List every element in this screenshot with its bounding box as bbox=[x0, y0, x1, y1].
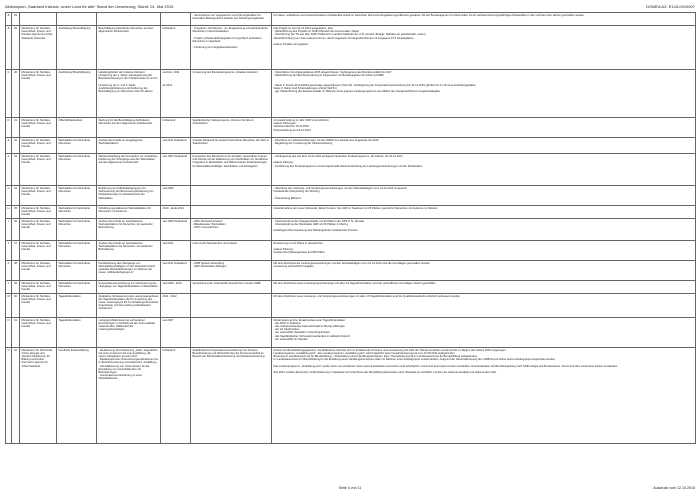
measure-cell: Einführung von Hilfebedarfsgruppen zur Verbesserung der Bemessungsbewertung von Förderleistungen im Arbeitsbereich der Werkstätten bbox=[97, 186, 161, 206]
measure-cell: Handlungsfelder der Initiative Inklusion: Umsetzung der 1. Säule -Neuregulierung der Berufsorientierung in den Förderschulen G und K- Umsetzung der 2. und 3. Säule Ausbildungsförderung und Förderung der Beschäftigung von Menschen über 50 Jahren bbox=[97, 70, 161, 118]
field-cell: berufliche Erstausbildung bbox=[57, 347, 97, 443]
status-cell: - Inbetriebnahme der Zweigwerkstätte mit 36 Plätzen der DPS in St. Wendel - Inbetriebnahme der Werkstätte CEB mit 36 Plätzen in Merzig bedarfsgerechte Anpassung des Platzangebotes fortlaufender Prozess bbox=[272, 218, 696, 240]
ministry-cell: Ministerium für Soziales, Gesundheit, Frauen und Familie bbox=[20, 260, 57, 280]
ministry-cell: Ministerium für Soziales, Gesundheit, Frauen und Familie bbox=[20, 317, 57, 347]
field-cell: Ausbildung/ Beschäftigung bbox=[57, 70, 97, 118]
row-letter: E bbox=[6, 138, 12, 154]
table-row bbox=[6, 26, 696, 70]
row-number: 29 bbox=[12, 26, 20, 70]
responsible-cell: Virtuelle Werkstatt für seelisch behinderte Menschen der SHG in Saarbrücken bbox=[191, 138, 272, 154]
table-row bbox=[6, 317, 696, 347]
field-cell: Werkstätten für behinderte Menschen bbox=[57, 240, 97, 260]
field-cell: Werkstätten für behinderte Menschen bbox=[57, 260, 97, 280]
status-cell: Modernisierung bzw. Ersatzneubau einer Tagesförderstätten - der AWO in Saarlouis - des Caritasverbandes Saar-Hochwald in Merzig-Hilbringen - der LH Saarbrücken - der Lebenshilfe Saarpfalz in Homburg-Erbach - des Saarländischen Schwesternverbandes in Halbach-Köpinch - der Lebenshilfe St. Wendel bbox=[272, 317, 696, 347]
table-row bbox=[6, 206, 696, 219]
time-cell: seit Dez. 2011 ab 2012 bbox=[161, 70, 191, 118]
row-number: 40 bbox=[12, 293, 20, 317]
row-letter: O bbox=[6, 347, 12, 443]
status-cell: Erweiterung um 12 Plätze in Neunkirchen weitere Planung: Ausbau des Platzangebotes auf 500 Plätze bbox=[272, 240, 696, 260]
status-cell: Einheit von Berufsbildungsgesetzen, die Maßnahme befindet sich im fortlaufenden Prozess. Eine Auswertung der Zahl der Teilnehmerzahlen wurde bereits zu Beginn des Jahres 2015 vorgezogen. Landesprogramm „Ausbildung jetzt“, das Landesprogramm „Ausbildung jetzt“ wird fortgeführt. Eine Neustrukturierung hat zum 01.08.2014 stattgefunden. Beratung im Landesausschuss für Berufsbildung -> Entwicklung eines Handlungskonzeptes. Eine Thematisierung hat im Landesausschuss für Berufsbildung stattgefunden. Im Landesausschuss für Berufsbildung für die Erstellung eines Handlungskonzeptes sollen im Rahmen einer Arbeitsgruppe erstellt werden. Aufgrund der Neustrukturierung der LABB konnte bisher keine Arbeitsgruppe eingerichtet werden. Das Landesprogramm „Ausbildung jetzt“ wurde intern neu strukturiert. Eine externe Evaluation war hierzu nicht erforderlich, somit sind auch keine Kosten entstanden. Eine Evaluation der Berufsbegleitung nach SGB erfolgte auf Bundesebene. Somit sind dem Land keine Kosten entstanden. Seit 2012 erhalten Menschen mit Behinderung im Saarland nach Abschluss des Beufsbildungsbereiches einer Werkstatt ein Zertifikat, mit dem die Geleinte bestätigt und dokumentiert wird. bbox=[272, 347, 696, 443]
status-cell: Mit dem Abschluss der Leistungsvereinbarungen mit den Werkstattträgern zum 01.01.2013 sind die Grundlagen geschaffen worden. Umsetzung wird fachlich begleitet bbox=[272, 260, 696, 280]
row-number: 32 bbox=[12, 138, 20, 154]
time-cell: seit 2011 fortlaufend bbox=[161, 138, 191, 154]
measure-cell: Weiterentwicklung der Konzeption zur verstärkten Förderung der Übergänge aus den Werkstätten auf den allgemeinen Arbeitsmarkt bbox=[97, 154, 161, 186]
ministry-cell: Ministerium für Soziales, Gesundheit, Frauen und Familie bbox=[20, 70, 57, 118]
ministry-cell bbox=[20, 13, 57, 26]
time-cell: seit 2008 - 2012 bbox=[161, 280, 191, 293]
table-body bbox=[6, 13, 696, 444]
measure-cell bbox=[97, 13, 161, 26]
ministry-cell: Ministerium für Soziales, Gesundheit, Frauen und Familie bbox=[20, 138, 57, 154]
status-cell: 13.Ausschreibung im Jahr 2015 sind publiziert weitere Planungen: Verleihen läuft bis 15.10.2015 Preisverleihung am 03.12.2015 bbox=[272, 118, 696, 138]
table-row bbox=[6, 260, 696, 280]
measure-cell: Beschäftigung behinderter Menschen auf dem allgemeinen Arbeitsmarkt bbox=[97, 26, 161, 70]
table-row bbox=[6, 13, 696, 26]
measure-cell: vorrangig Modernisierung vorhandener Einrichtungen im Hinblick auf den sich qualitativ verändernden Hilfebedarf der Leistungsberechtigten bbox=[97, 317, 161, 347]
measure-cell: Kooperationsvereinbarung zur Verbesserung der Übergänge von Tagesförderstätten in Werkstätten bbox=[97, 280, 161, 293]
row-number: 34 bbox=[12, 186, 20, 206]
field-cell: Werkstätten für behinderte Menschen bbox=[57, 218, 97, 240]
measure-cell: Ausbau des Anteils an spezialisierten Werkstattplätzen für Menschen mit seelischer Behinderung bbox=[97, 218, 161, 240]
time-cell: seit 2011 fortlaufend bbox=[161, 260, 191, 280]
ministry-cell: Ministerium für Soziales, Gesundheit, Frauen und Familie/ Agentur für Arbeit Saarland/ Jobcenter bbox=[20, 26, 57, 70]
row-letter: C bbox=[6, 70, 12, 118]
row-number: 30 bbox=[12, 70, 20, 118]
table-row bbox=[6, 280, 696, 293]
row-letter: J bbox=[6, 240, 12, 260]
table-row bbox=[6, 138, 696, 154]
responsible-cell: - AWO Werkstatt Ensdorf - Bliesklasseler Werkstätten - OPS in Neunkirchen bbox=[191, 218, 272, 240]
measures-table bbox=[5, 12, 696, 444]
ministry-cell: Ministerium für Soziales, Gesundheit, Frauen und Familie bbox=[20, 280, 57, 293]
responsible-cell: - WZB Spiesen Elversberg - AWO Werkstätten Dillingen bbox=[191, 260, 272, 280]
ministry-cell: Ministerium für Soziales, Gesundheit, Frauen und Familie bbox=[20, 186, 57, 206]
time-cell: fortlaufend bbox=[161, 118, 191, 138]
field-cell: Tagesförderstätten bbox=[57, 317, 97, 347]
table-row bbox=[6, 240, 696, 260]
table-row bbox=[6, 70, 696, 118]
time-cell: 2010 - Ende 2012 bbox=[161, 206, 191, 219]
row-number: 29 bbox=[12, 13, 20, 26]
table-row bbox=[6, 186, 696, 206]
time-cell: fortlaufend bbox=[161, 347, 191, 443]
time-cell: fortlaufend bbox=[161, 26, 191, 70]
status-cell: - Teilverfahren bis Abgangsklasse 2015 abgeschlossen. Verlängerung des Bundesmodells bis 2017 - Weiterführung der Berufsorientierung in Kooperation mit Bundesagentur für Arbeit und MBK - Säule 2: bereits 46 Ausbildungsverträge abgeschlossen (Soll 16). Verlängerung der Kooperationsvereinbarung bis 31.12.2015; jährlich bis zu 16 neue Ausbildungsplätze Säule 3: bisher sind 52 Einstellungen erfolgt (Soll 51) - ggf. Weiterführung des Bundesmodells im Rahmen eines eigenen Landesprogramms aus Mitteln des Sonderverfahrens Ausgleichsabgabe bbox=[272, 70, 696, 118]
field-cell: Werkstätten für behinderte Menschen bbox=[57, 138, 97, 154]
row-letter: B bbox=[6, 26, 12, 70]
status-cell: - Abschluss von Zielvereinbarungen mit den WfbM zum Ausbau des Angebotes bis 2016 - Begleitung der Umsetzung der Zielvereinbarung bbox=[272, 138, 696, 154]
status-cell: Mit dem Abschluss neuer Leistungs- und Vergütungsvereinbarungen mit allen 16 Tagesförderstätten sind die Qualitätsstandards erheblich verbessert worden bbox=[272, 293, 696, 317]
row-number: 36 bbox=[12, 218, 20, 240]
responsible-cell: Vereinbarung der Lebenshilfe Neunkirchen mit dem WZB bbox=[191, 280, 272, 293]
row-letter: G bbox=[6, 186, 12, 206]
responsible-cell: reha GmbH Neunkirchen und Lebach bbox=[191, 240, 272, 260]
measure-cell: Ausbau des Anteils an ausgelagerten Werkstattplätzen bbox=[97, 138, 161, 154]
page-number: Seite 4 von 11 bbox=[338, 486, 362, 490]
row-letter: B bbox=[6, 13, 12, 26]
field-cell: Werkstätten für behinderte Menschen bbox=[57, 186, 97, 206]
row-number: 33 bbox=[12, 154, 20, 186]
status-cell: Mit dem Abschluss neuer Leistungsvereinbarungen mit allen 16 Tagesförderstätten sind die verbindlichen Grundlagen hierfür geschaffen. bbox=[272, 280, 696, 293]
document-header-title: Aktionsplan „Saarland Inklusiv- unser Land für alle“ Stand der Umsetzung, Stand: 01. Mai 2015 bbox=[5, 4, 174, 9]
field-cell: Werkstätten für behinderte Menschen bbox=[57, 154, 97, 186]
field-cell: Werkstätten für behinderte Menschen bbox=[57, 280, 97, 293]
time-cell: seit 2011 bbox=[161, 240, 191, 260]
table-row bbox=[6, 347, 696, 443]
row-letter: N bbox=[6, 317, 12, 347]
table-row bbox=[6, 118, 696, 138]
field-cell: Öffentlichkeitsarbeit bbox=[57, 118, 97, 138]
ministry-cell: Ministerium für Soziales, Gesundheit, Frauen und Familie bbox=[20, 118, 57, 138]
field-cell: Tagesförderstätten bbox=[57, 293, 97, 317]
time-cell: seit 2009 bbox=[161, 186, 191, 206]
row-letter: I bbox=[6, 218, 12, 240]
ministry-cell: Ministerium für Wirtschaft, Arbeit, Energie und Verkehr/ Ministerium für Bildung und Kultur/ Kammern/ Agentur für Arbeit Saarland bbox=[20, 347, 57, 443]
ministry-cell: Ministerium für Soziales, Gesundheit, Frauen und Familie bbox=[20, 154, 57, 186]
row-number: 39 bbox=[12, 280, 20, 293]
responsible-cell bbox=[191, 293, 272, 317]
responsible-cell: Konzeption des Ministeriums für Soziales, Gesundheit, Frauen und Familie mit der Etablierung von Fachkräften zur beruflichen Integration in Werkstätten und differenzierten Förderleistungen für Werkstattbeschäftigte, Werkstätten und Arbeitgeber bbox=[191, 154, 272, 186]
measure-cell: Qualitative Verbesserung des Leistungsangebotes der Tagesförderstätten durch Umsetzung des neuen Leistungstyps E3 zur Erhaltung behinderter Angehöriger und Vermeidung vollstationärer Aufnahmen bbox=[97, 293, 161, 317]
responsible-cell bbox=[191, 186, 272, 206]
measure-cell: Werbung für die Beschäftigung behinderter Menschen auf dem allgemeinen Arbeitsmarkt bbox=[97, 118, 161, 138]
row-number: 35 bbox=[12, 206, 20, 219]
row-number: 42 bbox=[12, 347, 20, 443]
status-cell: - Verlängerung des seit dem 01.01.2011 erfolgreich laufenden Förderprogramms „60 Inklusiv“ bis 31.12.2017 weitere Planung: - Fortführung des Förderprogramms und konzeptionelle Weiterentwicklung der Leistungsvereinbarungen mit den Werkstätten bbox=[272, 154, 696, 186]
table-row bbox=[6, 154, 696, 186]
time-cell: seit 1997 fortlaufend bbox=[161, 154, 191, 186]
status-cell: Für ältere, arbeitslose und schwerbehinderte Arbeitskräfte wurde im Dezember 2014 eine Eingliederungsoffensive gestartet. Mit der Bundesagentur für Arbeit sollen 10-20 sozialversicherungspflichtige Arbeitsplätze in den nächsten drei Jahren geschaffen werden. bbox=[272, 13, 696, 26]
document-reference-number: DOMEA AZ: E143-0019007 bbox=[646, 4, 695, 9]
row-number: 37 bbox=[12, 240, 20, 260]
measure-cell: Schaffung spezialisierter Werkstattplätze für Menschen mit Autismus bbox=[97, 206, 161, 219]
print-date: Ausdruck vom 12.10.2015 bbox=[653, 486, 695, 490]
responsible-cell bbox=[191, 206, 272, 219]
measure-cell: Flexibilisierung des Übergangs von Werkstattbeschäftigten in den Ruhestand durch spezielle Werkstattleistungen im Rahmen der neuen „Hilfebedarfsgruppe G“ bbox=[97, 260, 161, 280]
row-letter: F bbox=[6, 154, 12, 186]
responsible-cell bbox=[191, 317, 272, 347]
time-cell: seit 2007 bbox=[161, 317, 191, 347]
row-letter: D bbox=[6, 118, 12, 138]
field-cell: Ausbildung/ Beschäftigung bbox=[57, 26, 97, 70]
field-cell bbox=[57, 13, 97, 26]
ministry-cell: Ministerium für Soziales, Gesundheit, Frauen und Familie bbox=[20, 218, 57, 240]
field-cell: Werkstätten für behinderte Menschen bbox=[57, 206, 97, 219]
responsible-cell: - Programm „60 Inklusiv+“ zur Eingliederung schwerbehinderter Menschen in das Arbeitsleben. - Projekt „Arbeitsmarktintegration für psychisch behinderte Menschen im Saarland“. - Förderung von Integrationsbetrieben bbox=[191, 26, 272, 70]
ministry-cell: Ministerium für Soziales, Gesundheit, Frauen und Familie bbox=[20, 240, 57, 260]
status-cell: Inbetriebnahme der neuen Werkstatt „Reiter Kenters“ der AWO in Saarlouis mit 25 Plätzen speziell für Menschen mit Autismus im Oktober bbox=[272, 206, 696, 219]
row-number: 41 bbox=[12, 317, 20, 347]
time-cell: seit 1999 fortlaufend bbox=[161, 218, 191, 240]
responsible-cell: Saarländischer Inklusionspreis „Chancen für Alle im Arbeitsleben“ bbox=[191, 118, 272, 138]
ministry-cell: Ministerium für Soziales, Gesundheit, Frauen und Familie bbox=[20, 206, 57, 219]
row-letter: H bbox=[6, 206, 12, 219]
responsible-cell: - Servicebüros von Vorgesetzten und Führungskräften für besondere Belange durch Ausbau von Schulungsangeboten bbox=[191, 13, 272, 26]
measure-cell: Ausbau des Anteils an spezialisierten Werkstattplätzen für Menschen mit seelischer Behinderung bbox=[97, 240, 161, 260]
row-letter: K bbox=[6, 260, 12, 280]
status-cell: Das Projekt ist zum 31.12.2014 ausgelaufen, aber - Weiterführung des Projekts im SGB II-Bereich der kommunalen Träger - Überführung der TN aus dem SGB XII-Bereich in andere Maßnahmen (z.B. persönl. Budget, Teilhabe am gesellschaftl. Leben) Aktuell Errichtung von zwei weiteren Firmen, damit insgesamt 12 Integrationsfirmen mit insgesamt 97,5 Arbeitsplätzen weitere Projekte sind geplant bbox=[272, 26, 696, 70]
measure-cell: - Realisierung der Zielsetzung „Jeder Jugendliche hat einen Anspruch auf eine Ausbildung, die seinen Fähigkeiten gerecht wird.“ - Bedarfsgerechte Unterstützungsmaßnahmen bei d. Berufsorientierung und während d. Ausbildung - Sensibilisierung von Unternehmen für die Einstellung von Auszubildenden mit Behinderungen - Kooperationsvereinbarung zu einer Werkstattberufe bbox=[97, 347, 161, 443]
row-letter: M bbox=[6, 293, 12, 317]
table-row bbox=[6, 293, 696, 317]
row-number: 31 bbox=[12, 118, 20, 138]
status-cell: - Abschluss der Leistungs- und Vergütungsvereinbarungen mit den Werkstattträgern zum 01.01.2013 umgesetzt. Fortlaufende Überprüfung der Wirkung - Überprüfung Effizienz bbox=[272, 186, 696, 206]
table-row bbox=[6, 218, 696, 240]
time-cell bbox=[161, 13, 191, 26]
time-cell: 2011 - 2012 bbox=[161, 293, 191, 317]
responsible-cell: Umsetzung des Bundesprogramms „Initiative Inklusion“ bbox=[191, 70, 272, 118]
row-number: 38 bbox=[12, 260, 20, 280]
row-letter: L bbox=[6, 280, 12, 293]
responsible-cell: Saarländische Kooperationsvereinbarung von Schulen, Berufsberatung und Wirtschaft über die Zusammenarbeit im Bereich der Berufswahlvorbereitung und Studienorientierung bbox=[191, 347, 272, 443]
ministry-cell: Ministerium für Soziales, Gesundheit, Frauen und Familie bbox=[20, 293, 57, 317]
